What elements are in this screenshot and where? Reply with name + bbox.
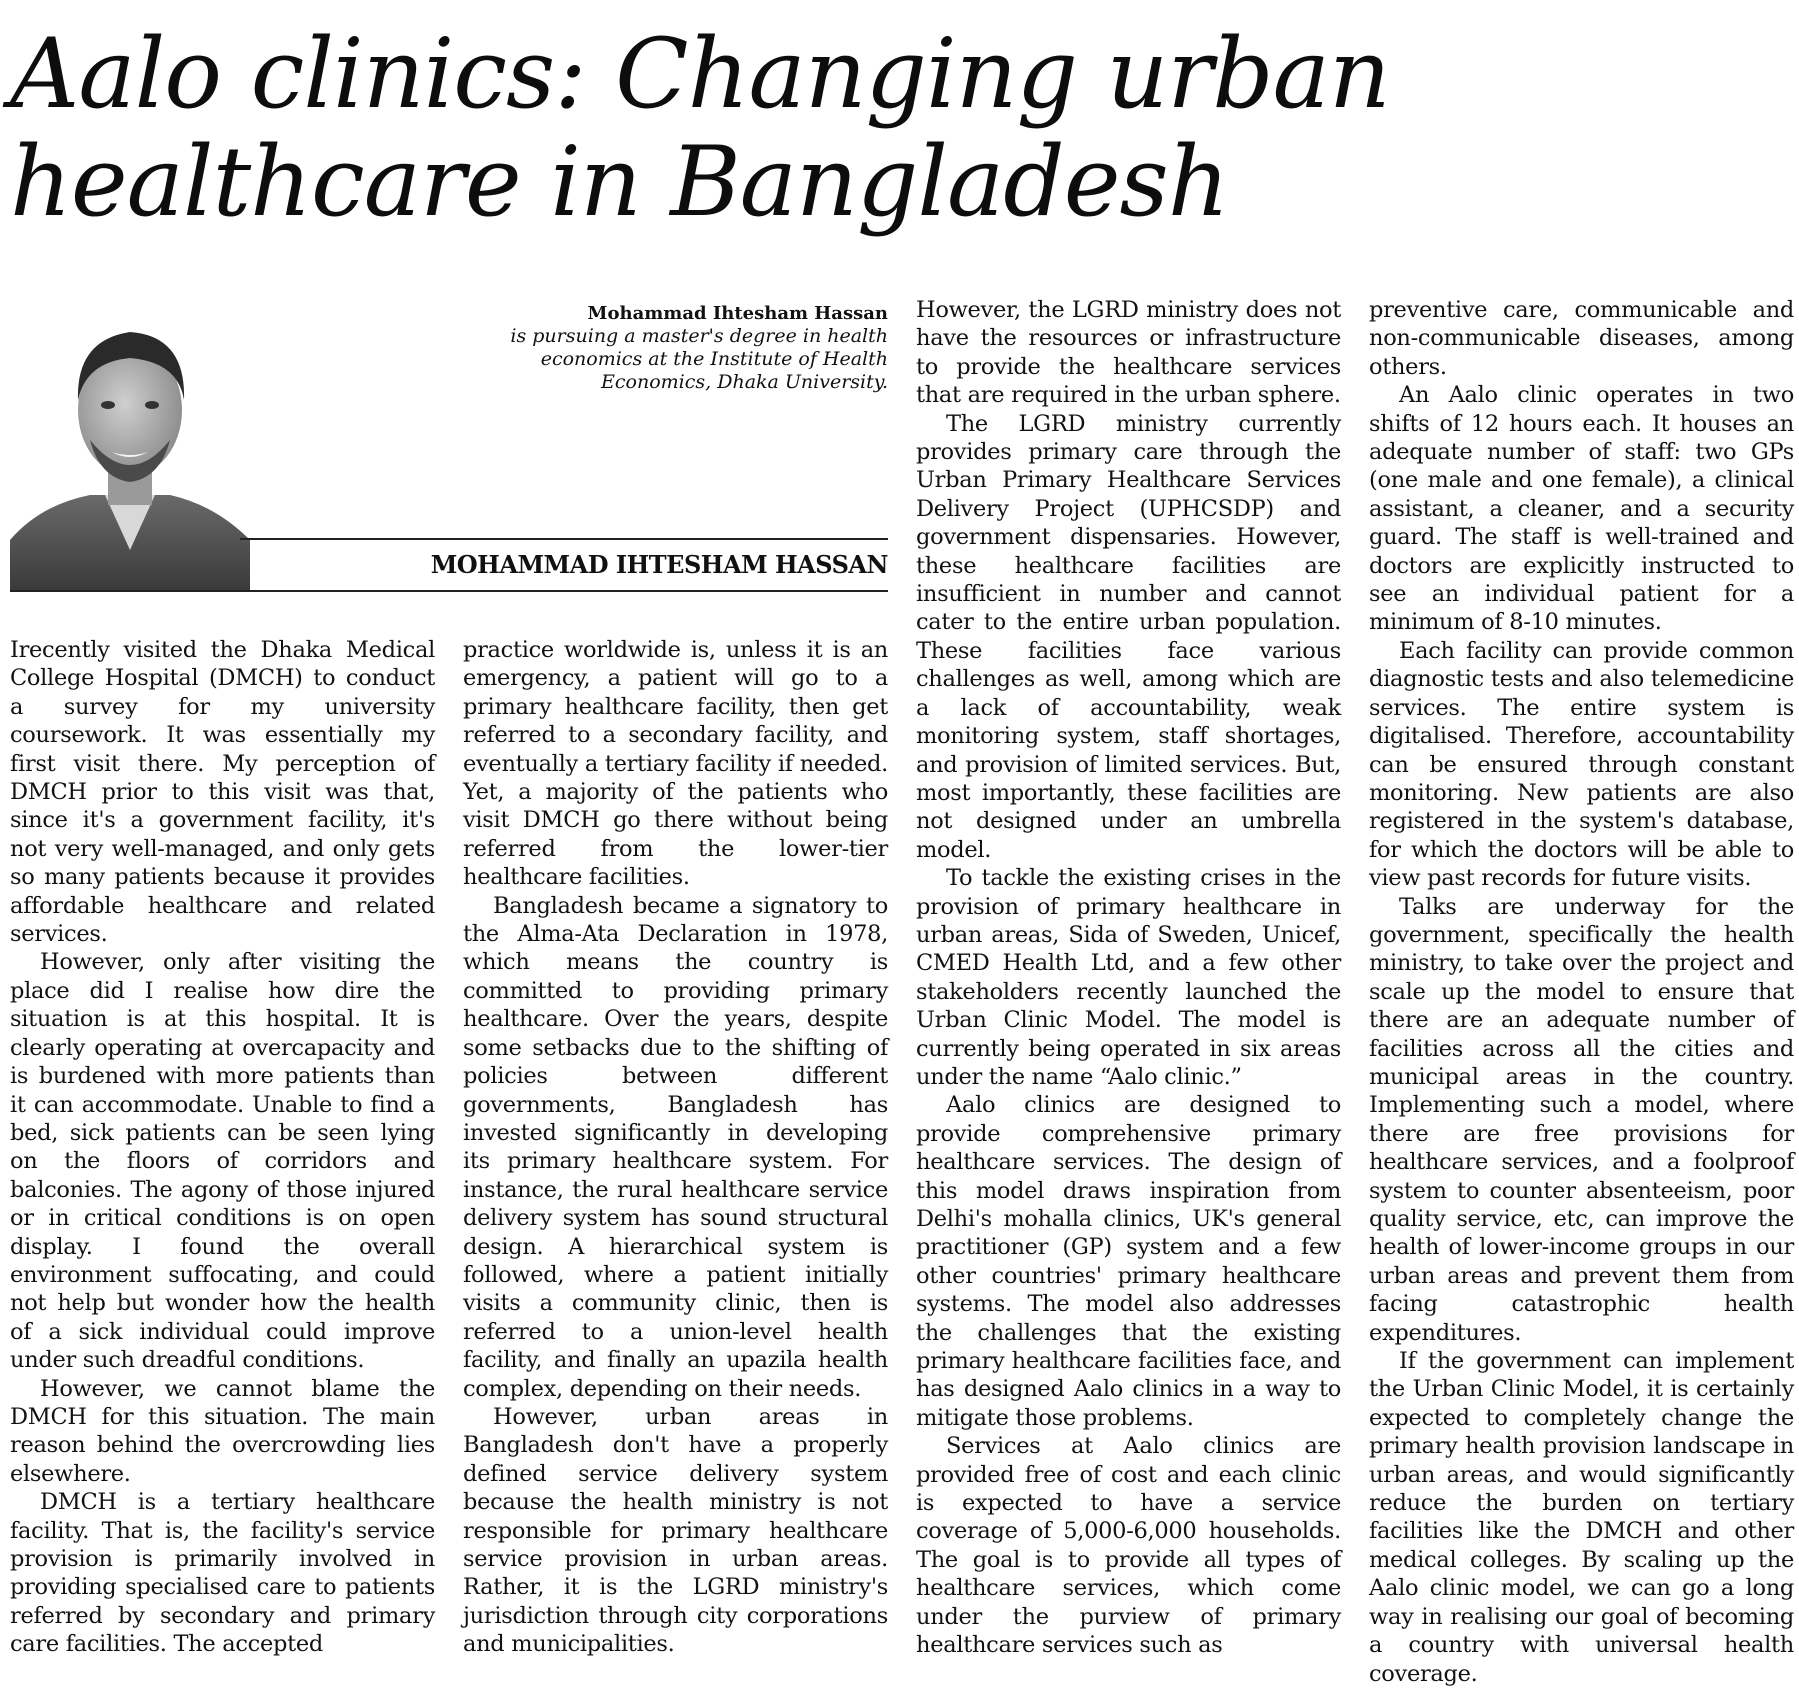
bio-description: is pursuing a master's degree in health economics at the Institute of Health Economics, Dhaka University. [510,325,888,393]
paragraph: The LGRD ministry currently provides primary care through the Urban Primary Healthcare Services Delivery Project (UPHCSDP) and government dispensaries. However, these healthcare facilities are insufficient in number and cannot cater to the entire urban population. These facilities face various challenges as well, among which are a lack of accountability, weak monitoring system, staff shortages, and provision of limited services. But, most importantly, these facilities are not designed under an umbrella model. [916,410,1341,863]
paragraph: Each facility can provide common diagnostic tests and also telemedicine services. The entire system is digitalised. Therefore, accountability can be ensured through constant monitoring. New patients are also registered in the system's database, for which the doctors will be able to view past records for future visits. [1369,637,1794,892]
paragraph: Irecently visited the Dhaka Medical College Hospital (DMCH) to conduct a survey for my university coursework. It was essentially my first visit there. My perception of DMCH prior to this visit was that, since it's a government facility, it's not very well-managed, and only gets so many patients because it provides affordable healthcare and related services. [10,637,435,948]
bio-name: Mohammad Ihtesham Hassan [587,303,888,324]
byline-rule-bottom [10,590,888,592]
article-column-3 [916,296,1341,1660]
headline-line-1: Aalo clinics: Changing urban [10,18,1390,130]
paragraph: However, only after visiting the place did I realise how dire the situation is at this hospital. It is clearly operating at overcapacity and is burdened with more patients than it can accommodate. Unable to find a bed, sick patients can be seen lying on the floors of corridors and balconies. The agony of those injured or in critical conditions is on open display. I found the overall environment suffocating, and could not help but wonder how the health of a sick individual could improve under such dreadful conditions. [10,949,435,1374]
headline-line-2: healthcare in Bangladesh [10,126,1229,238]
article-column-1 [10,636,435,1659]
paragraph: However, the LGRD ministry does not have the resources or infrastructure to provide the healthcare services that are required in the urban sphere. [916,297,1341,409]
headline [10,20,1610,236]
byline-rule-top [240,538,888,540]
paragraph: DMCH is a tertiary healthcare facility. That is, the facility's service provision is primarily involved in providing specialised care to patients referred by secondary and primary care facilities. The accepted [10,1489,435,1658]
author-box [10,290,888,594]
paragraph: practice worldwide is, unless it is an emergency, a patient will go to a primary healthcare facility, then get referred to a secondary facility, and eventually a tertiary facility if needed. Yet, a majority of the patients who visit DMCH go there without being referred from the lower-tier healthcare facilities. [463,637,888,891]
paragraph: Bangladesh became a signatory to the Alma-Ata Declaration in 1978, which means the country is committed to providing primary healthcare. Over the years, despite some setbacks due to the shifting of policies between different governments, Bangladesh has invested significantly in developing its primary healthcare system. For instance, the rural healthcare service delivery system has sound structural design. A hierarchical system is followed, where a patient initially visits a community clinic, then is referred to a union-level health facility, and finally an upazila health complex, depending on their needs. [463,892,888,1402]
paragraph: Talks are underway for the government, specifically the health ministry, to take over the project and scale up the model to ensure that there are an adequate number of facilities across all the cities and municipal areas in the country. Implementing such a model, where there are free provisions for healthcare services, and a foolproof system to counter absenteeism, poor quality service, etc, can improve the health of lower-income groups in our urban areas and prevent them from facing catastrophic health expenditures. [1369,893,1794,1346]
paragraph: However, urban areas in Bangladesh don't have a properly defined service delivery system because the health ministry is not responsible for primary healthcare service provision in urban areas. Rather, it is the LGRD ministry's jurisdiction through city corporations and municipalities. [463,1403,888,1658]
paragraph: To tackle the existing crises in the provision of primary healthcare in urban areas, Sida of Sweden, Unicef, CMED Health Ltd, and a few other stakeholders recently launched the Urban Clinic Model. The model is currently being operated in six areas under the name “Aalo clinic.” [916,865,1341,1090]
paragraph: Services at Aalo clinics are provided free of cost and each clinic is expected to have a service coverage of 5,000-6,000 households. The goal is to provide all types of healthcare services, which come under the purview of primary healthcare services such as [916,1433,1341,1659]
paragraph: An Aalo clinic operates in two shifts of 12 hours each. It houses an adequate number of staff: two GPs (one male and one female), a clinical assistant, a cleaner, and a security guard. The staff is well-trained and doctors are explicitly instructed to see an individual patient for a minimum of 8-10 minutes. [1369,382,1794,636]
paragraph: If the government can implement the Urban Clinic Model, it is certainly expected to completely change the primary health provision landscape in urban areas, and would significantly reduce the burden on tertiary facilities like the DMCH and other medical colleges. By scaling up the Aalo clinic model, we can go a long way in realising our goal of becoming a country with universal health coverage. [1369,1348,1794,1687]
paragraph: However, we cannot blame the DMCH for this situation. The main reason behind the overcrowding lies elsewhere. [10,1375,435,1487]
paragraph: preventive care, communicable and non-communicable diseases, among others. [1369,297,1794,380]
author-portrait [10,290,250,590]
article-column-4 [1369,296,1794,1688]
author-bio [468,302,888,394]
byline: MOHAMMAD IHTESHAM HASSAN [430,550,888,579]
paragraph: Aalo clinics are designed to provide comprehensive primary healthcare services. The design of this model draws inspiration from Delhi's mohalla clinics, UK's general practitioner (GP) system and a few other countries' primary healthcare systems. The model also addresses the challenges that the existing primary healthcare facilities face, and has designed Aalo clinics in a way to mitigate those problems. [916,1092,1341,1431]
article-column-2 [463,636,888,1659]
